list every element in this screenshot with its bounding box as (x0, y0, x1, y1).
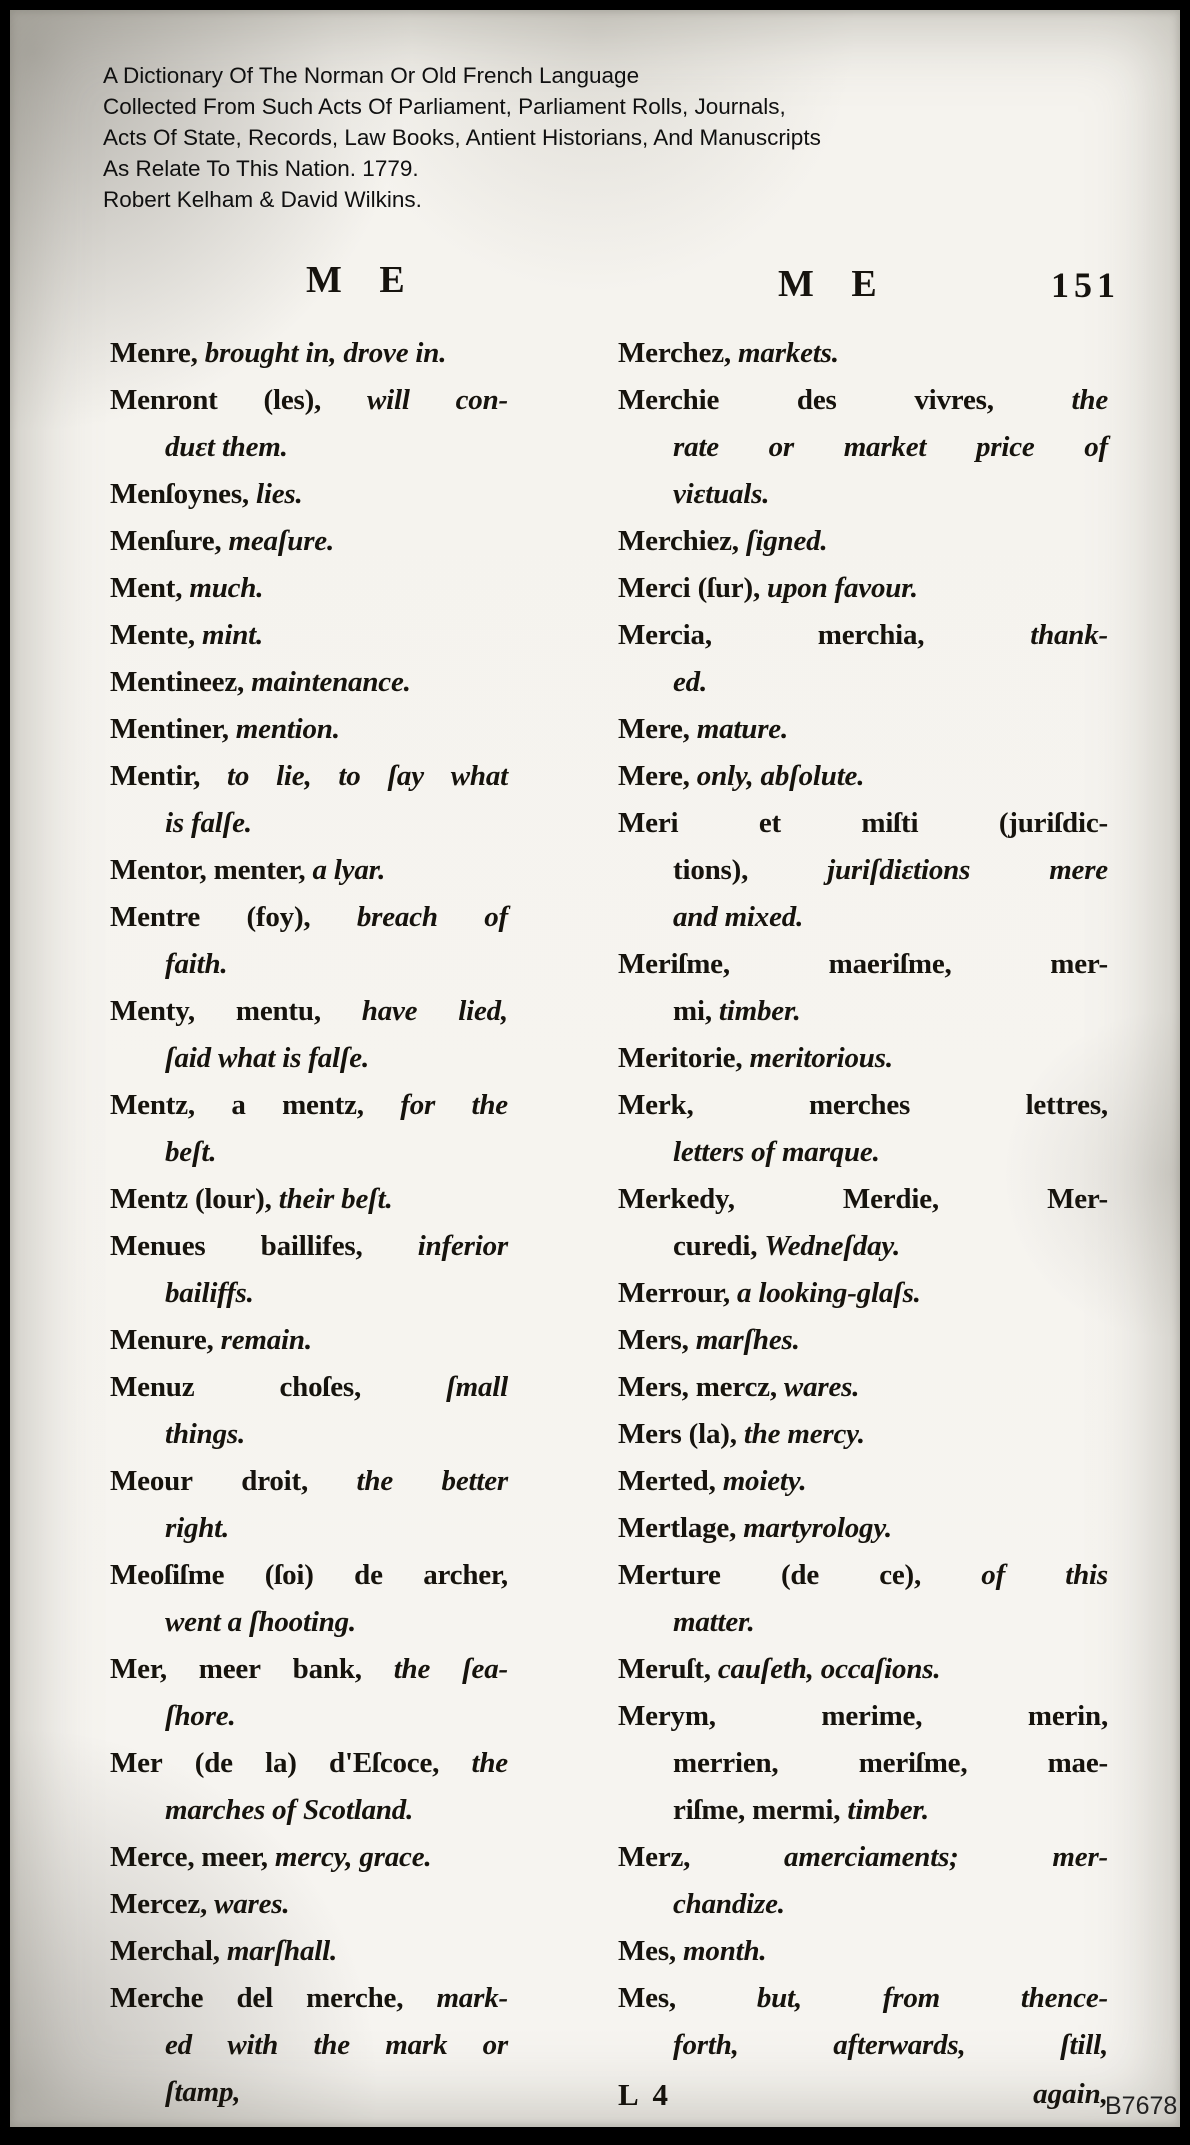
definition-text: their beſt. (278, 1183, 393, 1215)
definition-text: the (471, 1747, 508, 1779)
entry-line (618, 1834, 1108, 1881)
definition-text: mere (1049, 854, 1108, 886)
definition-text: wares. (783, 1371, 860, 1403)
headword-text: Merce, meer, (110, 1841, 275, 1873)
headword-text: Merdie, (842, 1183, 939, 1215)
headword-text: Mentiner, (110, 713, 236, 745)
headword-text: merime, (821, 1700, 923, 1732)
headword-text: bank, (292, 1653, 362, 1685)
headword-text: merche, (306, 1982, 404, 2014)
definition-text: maintenance. (251, 666, 411, 698)
headword-text: (ſoi) (264, 1559, 314, 1591)
definition-text: lie, (276, 760, 312, 792)
definition-text: month. (683, 1935, 767, 1967)
definition-text: ſhore. (165, 1700, 236, 1732)
headword-text: d'Eſcoce, (329, 1747, 440, 1779)
entry-line (618, 424, 1108, 471)
definition-text: price (975, 431, 1035, 463)
definition-text: marches of Scotland. (165, 1794, 414, 1826)
headword-text: Mente, (110, 619, 203, 651)
entry-line (110, 1646, 508, 1693)
definition-text: will (367, 384, 410, 416)
headword-text: Mers, mercz, (618, 1371, 784, 1403)
definition-text: ſtamp, (165, 2076, 241, 2108)
headword-text: Mers (la), (618, 1418, 744, 1450)
right-column (618, 330, 1108, 2069)
headword-text: Mentor, menter, (110, 854, 313, 886)
definition-text: mer- (1052, 1841, 1108, 1873)
entry-line (110, 1082, 508, 1129)
headword-text: mae- (1047, 1747, 1108, 1779)
headword-text: Menty, (110, 995, 195, 1027)
entry-line (618, 894, 1108, 941)
definition-text: thence- (1020, 1982, 1108, 2014)
entry-line (110, 1176, 508, 1223)
entry-line (618, 800, 1108, 847)
headword-text: Merym, (618, 1700, 716, 1732)
headword-text: Mercia, (618, 619, 712, 651)
definition-text: ed (165, 2029, 192, 2061)
entry-line (110, 1787, 508, 1834)
definition-text: a looking-glaſs. (737, 1277, 921, 1309)
entry-line (618, 1881, 1108, 1928)
definition-text: ſtill, (1060, 2029, 1108, 2061)
headword-text: des (796, 384, 837, 416)
headword-text: (les), (263, 384, 322, 416)
definition-text: of (1084, 431, 1108, 463)
definition-text: ſay (387, 760, 424, 792)
headword-text: Mercez, (110, 1888, 215, 1920)
entry-line (110, 1505, 508, 1552)
definition-text: rate (673, 431, 719, 463)
headword-text: Merche (110, 1982, 204, 2014)
entry-line (618, 1505, 1108, 1552)
definition-text: ſaid what is falſe. (165, 1042, 370, 1074)
definition-text: what (450, 760, 508, 792)
headword-text: Merchal, (110, 1935, 227, 1967)
entry-line (110, 894, 508, 941)
definition-text: to (227, 760, 250, 792)
entry-line (110, 1834, 508, 1881)
headword-text: Menſoynes, (110, 478, 257, 510)
entry-line (110, 1740, 508, 1787)
headword-text: Mers, (618, 1324, 696, 1356)
definition-text: of (484, 901, 508, 933)
definition-text: ſea- (462, 1653, 508, 1685)
headword-text: Meriſme, (618, 948, 730, 980)
headword-text: droit, (241, 1465, 309, 1497)
entry-line (110, 1599, 508, 1646)
page-number: 151 (1051, 265, 1120, 305)
definition-text: beſt. (165, 1136, 217, 1168)
headword-text: ce), (879, 1559, 922, 1591)
definition-text: mature. (696, 713, 789, 745)
scan-id-label: B7678 (1105, 2092, 1178, 2120)
signature-mark: L 4 (618, 2077, 668, 2112)
headword-text: a (231, 1089, 246, 1121)
entry-line (618, 1364, 1108, 1411)
definition-text: better (441, 1465, 508, 1497)
definition-text: con- (455, 384, 508, 416)
entry-line (110, 471, 508, 518)
definition-text: upon favour. (767, 572, 918, 604)
headword-text: del (236, 1982, 273, 2014)
definition-text: but, (756, 1982, 802, 2014)
annotation-line-authors: Robert Kelham & David Wilkins. (103, 187, 422, 212)
definition-text: letters of marque. (673, 1136, 880, 1168)
headword-text: Merchie (618, 384, 720, 416)
entry-line (618, 471, 1108, 518)
annotation-line-year: As Relate To This Nation. 1779. (103, 156, 419, 181)
headword-text: Meri (618, 807, 679, 839)
headword-text: merchia, (817, 619, 925, 651)
annotation-line-sources: Acts Of State, Records, Law Books, Antient Historians, And Manuscripts (103, 125, 821, 150)
definition-text: amerciaments; (784, 1841, 959, 1873)
definition-text: thank- (1030, 619, 1108, 651)
headword-text: Merrour, (618, 1277, 738, 1309)
definition-text: mercy, grace. (274, 1841, 432, 1873)
headword-text: mentz, (282, 1089, 364, 1121)
definition-text: to (338, 760, 361, 792)
definition-text: marſhall. (226, 1935, 338, 1967)
definition-text: viɛtuals. (673, 478, 770, 510)
headword-text: meriſme, (858, 1747, 968, 1779)
headword-text: (juriſdic- (998, 807, 1108, 839)
headword-text: Mentz, (110, 1089, 195, 1121)
definition-text: forth, (673, 2029, 739, 2061)
headword-text: Mere, (618, 760, 697, 792)
definition-text: of (981, 1559, 1006, 1591)
headword-text: Menre, (110, 337, 198, 369)
headword-text: Merture (618, 1559, 721, 1591)
left-column (110, 330, 508, 2116)
entry-line (110, 1317, 508, 1364)
entry-line (110, 330, 508, 377)
entry-line (110, 1223, 508, 1270)
headword-text: miſti (861, 807, 919, 839)
headword-text: Mere, (618, 713, 697, 745)
entry-line (110, 424, 508, 471)
entry-line (110, 1129, 508, 1176)
entry-line (110, 1928, 508, 1975)
definition-text: for (400, 1089, 436, 1121)
entry-line (618, 1176, 1108, 1223)
definition-text: inferior (417, 1230, 508, 1262)
definition-text: this (1065, 1559, 1108, 1591)
definition-text: faith. (165, 948, 228, 980)
definition-text: afterwards, (833, 2029, 966, 2061)
definition-text: ed. (673, 666, 708, 698)
headword-text: Meritorie, (618, 1042, 750, 1074)
definition-text: matter. (673, 1606, 755, 1638)
headword-text: Mes, (618, 1982, 676, 2014)
definition-text: the (393, 1653, 431, 1685)
entry-line (618, 1223, 1108, 1270)
headword-text: Menues (110, 1230, 206, 1262)
definition-text: the (1071, 384, 1108, 416)
definition-text: cauſeth, occaſions. (717, 1653, 941, 1685)
entry-line (618, 1129, 1108, 1176)
definition-text: duɛt them. (165, 431, 288, 463)
entry-line (618, 1599, 1108, 1646)
headword-text: Mertlage, (618, 1512, 744, 1544)
definition-text: chandize. (673, 1888, 785, 1920)
definition-text: with (227, 2029, 279, 2061)
entry-line (618, 1458, 1108, 1505)
definition-text: lied, (458, 995, 508, 1027)
definition-text: or (482, 2029, 508, 2061)
headword-text: Mer (110, 1747, 163, 1779)
entry-line (110, 377, 508, 424)
definition-text: ſigned. (745, 525, 828, 557)
definition-text: went a ſhooting. (165, 1606, 356, 1638)
definition-text: mark (385, 2029, 448, 2061)
definition-text: brought in, drove in. (197, 337, 447, 369)
definition-text: and mixed. (673, 901, 804, 933)
entry-line (110, 753, 508, 800)
entry-line (110, 1975, 508, 2022)
definition-text: mark- (436, 1982, 508, 2014)
headword-text: mi, (673, 995, 719, 1027)
headword-text: baillifes, (260, 1230, 363, 1262)
entry-line (618, 1975, 1108, 2022)
headword-text: Mer- (1047, 1183, 1108, 1215)
entry-line (618, 988, 1108, 1035)
headword-text: lettres, (1025, 1089, 1108, 1121)
definition-text: the (313, 2029, 350, 2061)
definition-text: mint. (202, 619, 264, 651)
entry-line (618, 518, 1108, 565)
definition-text: markets. (738, 337, 839, 369)
headword-text: Mes, (618, 1935, 684, 1967)
entry-line (110, 941, 508, 988)
definition-text: meaſure. (228, 525, 335, 557)
headword-text: choſes, (279, 1371, 362, 1403)
catchword: again, (1033, 2078, 1108, 2110)
headword-text: vivres, (914, 384, 994, 416)
headword-text: mentu, (235, 995, 321, 1027)
definition-text: right. (165, 1512, 230, 1544)
definition-text: things. (165, 1418, 246, 1450)
definition-text: is falſe. (165, 807, 252, 839)
headword-text: mer- (1050, 948, 1108, 980)
entry-line (110, 2022, 508, 2069)
entry-line (618, 1740, 1108, 1787)
headword-text: curedi, (673, 1230, 765, 1262)
headword-text: meer (198, 1653, 261, 1685)
headword-text: Merci (ſur), (618, 572, 768, 604)
entry-line (110, 1458, 508, 1505)
definition-text: the (471, 1089, 508, 1121)
headword-text: tions), (673, 854, 749, 886)
entry-line (618, 706, 1108, 753)
entry-line (618, 659, 1108, 706)
definition-text: the (356, 1465, 393, 1497)
entry-line (618, 1082, 1108, 1129)
entry-line (110, 1035, 508, 1082)
entry-line (110, 706, 508, 753)
headword-text: Meruſt, (618, 1653, 718, 1685)
entry-line (618, 612, 1108, 659)
definition-text: juriſdiɛtions (827, 854, 971, 886)
headword-text: archer, (423, 1559, 508, 1591)
headword-text: merches (808, 1089, 911, 1121)
annotation-line-collected: Collected From Such Acts Of Parliament, Parliament Rolls, Journals, (103, 94, 786, 119)
definition-text: moiety. (722, 1465, 807, 1497)
definition-text: timber. (847, 1794, 929, 1826)
headword-text: Meour (110, 1465, 193, 1497)
definition-text: marſhes. (695, 1324, 800, 1356)
annotation-line-title: A Dictionary Of The Norman Or Old French Language (103, 63, 640, 88)
entry-line (618, 753, 1108, 800)
entry-line (110, 800, 508, 847)
entry-line (110, 1364, 508, 1411)
entry-line (618, 1646, 1108, 1693)
headword-text: Mentir, (110, 760, 201, 792)
headword-text: Merchez, (618, 337, 739, 369)
headword-text: Mentz (lour), (110, 1183, 279, 1215)
definition-text: only, abſolute. (696, 760, 865, 792)
headword-text: Ment, (110, 572, 190, 604)
entry-line (110, 518, 508, 565)
entry-line (618, 941, 1108, 988)
definition-text: remain. (220, 1324, 312, 1356)
entry-line (110, 1881, 508, 1928)
entry-line (618, 1411, 1108, 1458)
entry-line (110, 988, 508, 1035)
headword-text: Menure, (110, 1324, 221, 1356)
entry-line (110, 1270, 508, 1317)
entry-line (618, 2022, 1108, 2069)
definition-text: martyrology. (743, 1512, 892, 1544)
headword-text: Mentre (110, 901, 201, 933)
entry-line (110, 847, 508, 894)
entry-line (110, 612, 508, 659)
entry-line (110, 1411, 508, 1458)
headword-text: merrien, (673, 1747, 779, 1779)
headword-text: Menuz (110, 1371, 195, 1403)
headword-text: (foy), (246, 901, 311, 933)
headword-text: merin, (1027, 1700, 1108, 1732)
definition-text: from (882, 1982, 940, 2014)
entry-line (618, 1317, 1108, 1364)
entry-line (618, 847, 1108, 894)
definition-text: or (768, 431, 794, 463)
headword-text: riſme, mermi, (673, 1794, 848, 1826)
definition-text: the mercy. (743, 1418, 865, 1450)
entry-line (618, 1552, 1108, 1599)
entry-line (618, 377, 1108, 424)
running-head-right: M E (778, 263, 891, 305)
headword-text: la) (265, 1747, 297, 1779)
headword-text: Merz, (618, 1841, 691, 1873)
headword-text: Mentineez, (110, 666, 252, 698)
headword-text: maeriſme, (828, 948, 952, 980)
headword-text: Menſure, (110, 525, 229, 557)
signature-line (618, 2071, 1108, 2118)
entry-line (110, 565, 508, 612)
entry-line (618, 1693, 1108, 1740)
entry-line (618, 1270, 1108, 1317)
entry-line (618, 1035, 1108, 1082)
entry-line (110, 1693, 508, 1740)
headword-text: Merk, (618, 1089, 694, 1121)
definition-text: have (361, 995, 418, 1027)
headword-text: Meoſiſme (110, 1559, 225, 1591)
headword-text: Merted, (618, 1465, 723, 1497)
headword-text: Merchiez, (618, 525, 746, 557)
running-head-left: M E (306, 259, 419, 301)
definition-text: Wedneſday. (764, 1230, 901, 1262)
entry-line (618, 330, 1108, 377)
definition-text: timber. (718, 995, 801, 1027)
entry-line (618, 1787, 1108, 1834)
headword-text: et (758, 807, 781, 839)
definition-text: mention. (235, 713, 340, 745)
entry-line (618, 565, 1108, 612)
definition-text: wares. (214, 1888, 290, 1920)
definition-text: ſmall (446, 1371, 508, 1403)
headword-text: (de (194, 1747, 233, 1779)
definition-text: a lyar. (312, 854, 386, 886)
entry-line (110, 2069, 508, 2116)
archive-annotation (103, 60, 821, 215)
page-scan-background (10, 10, 1180, 2127)
definition-text: bailiffs. (165, 1277, 254, 1309)
headword-text: Merkedy, (618, 1183, 735, 1215)
definition-text: much. (189, 572, 264, 604)
headword-text: de (354, 1559, 383, 1591)
definition-text: breach (356, 901, 438, 933)
headword-text: Menront (110, 384, 218, 416)
headword-text: Mer, (110, 1653, 167, 1685)
definition-text: market (843, 431, 927, 463)
definition-text: lies. (256, 478, 303, 510)
headword-text: (de (780, 1559, 819, 1591)
entry-line (110, 659, 508, 706)
entry-line (110, 1552, 508, 1599)
entry-line (618, 1928, 1108, 1975)
definition-text: meritorious. (749, 1042, 893, 1074)
